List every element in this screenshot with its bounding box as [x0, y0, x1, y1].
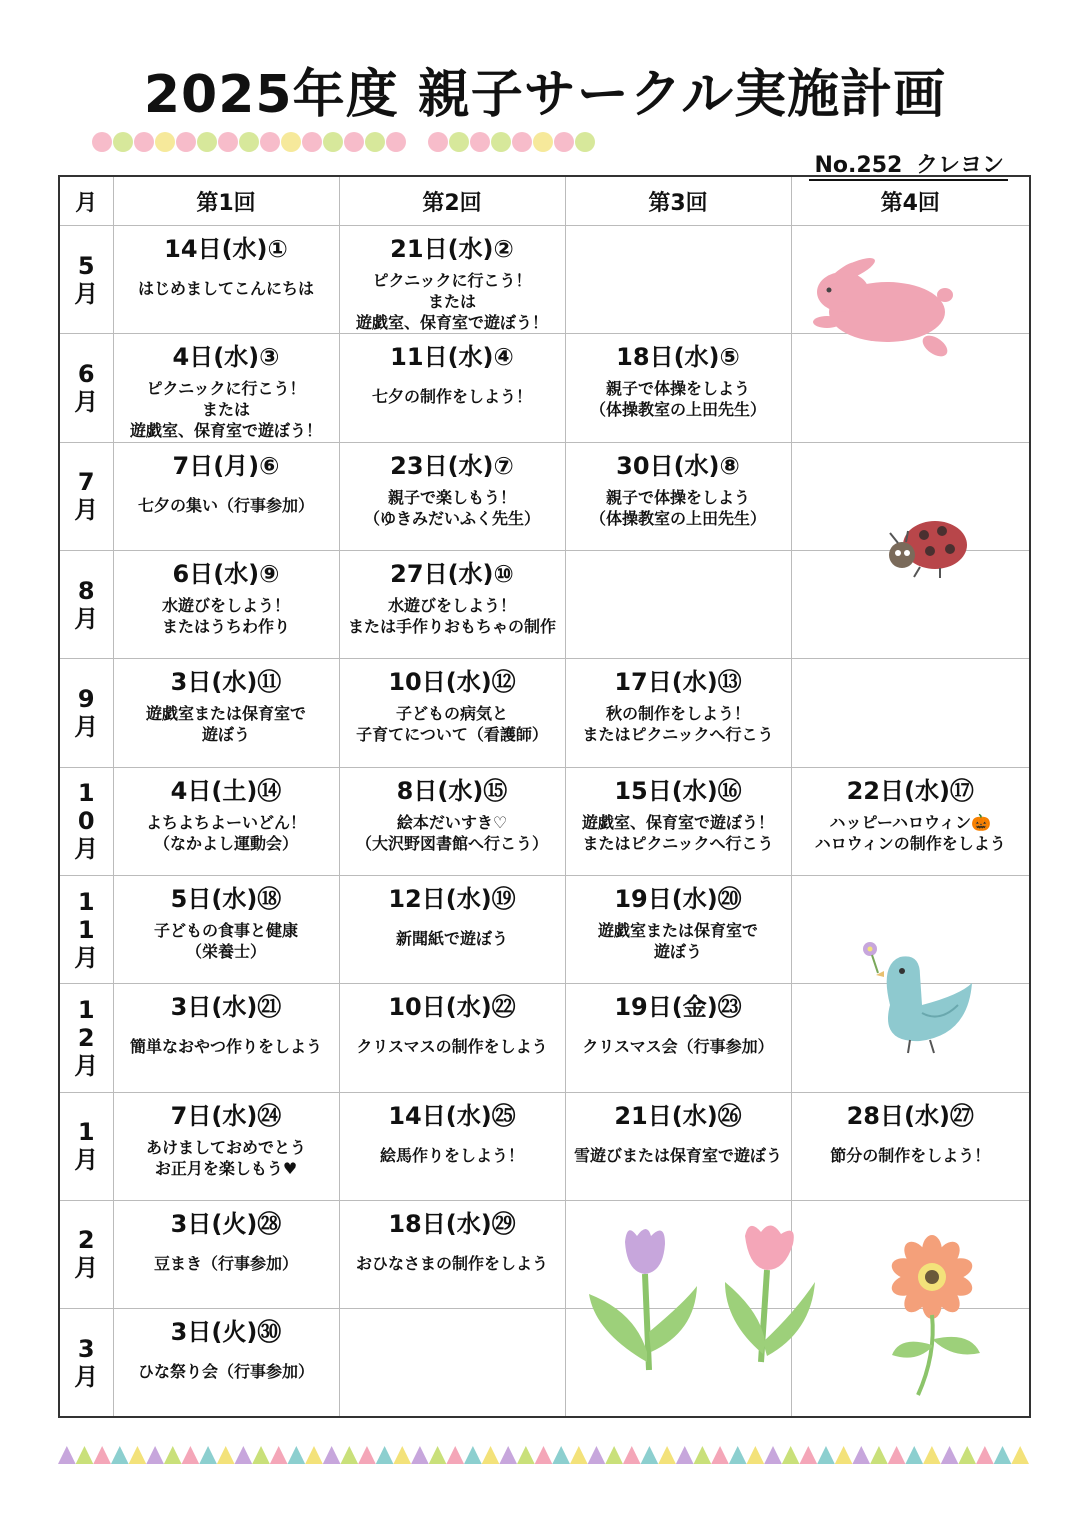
border-triangle	[888, 1446, 906, 1464]
month-cell	[59, 984, 113, 1092]
garland-dot	[155, 132, 175, 152]
border-triangle	[482, 1446, 500, 1464]
border-triangle	[552, 1446, 570, 1464]
month-cell	[59, 442, 113, 550]
border-triangle	[764, 1446, 782, 1464]
session-date: 10日(水)㉒	[388, 993, 516, 1022]
border-triangle	[517, 1446, 535, 1464]
session-cell	[791, 767, 1030, 875]
table-row	[59, 1092, 1030, 1200]
session-cell	[565, 442, 791, 550]
session-activity: 子どもの食事と健康 （栄養士）	[153, 920, 298, 961]
session-activity: ハッピーハロウィン🎃 ハロウィンの制作をしよう	[814, 812, 1006, 853]
garland-dot	[344, 132, 364, 152]
border-triangle	[923, 1446, 941, 1464]
session-cell	[339, 1200, 565, 1308]
month-label: 11月	[74, 887, 99, 972]
border-triangle	[852, 1446, 870, 1464]
session-cell	[339, 334, 565, 442]
border-triangle	[376, 1446, 394, 1464]
garland-dot	[197, 132, 217, 152]
dot-garland-decoration	[92, 128, 602, 156]
session-activity: 絵馬作りをしよう！	[379, 1145, 524, 1165]
session-activity: 水遊びをしよう！ または手作りおもちゃの制作	[347, 595, 556, 636]
session-date: 18日(水)㉙	[388, 1209, 516, 1238]
session-cell	[339, 1092, 565, 1200]
border-triangle	[446, 1446, 464, 1464]
border-triangle	[499, 1446, 517, 1464]
session-cell	[339, 767, 565, 875]
month-cell	[59, 875, 113, 983]
session-date: 8日(水)⑮	[396, 776, 508, 805]
border-triangle	[729, 1446, 747, 1464]
border-triangle	[217, 1446, 235, 1464]
border-triangle	[182, 1446, 200, 1464]
session-activity: 七夕の制作をしよう！	[371, 387, 532, 407]
month-label: 7月	[74, 468, 99, 525]
month-label: 10月	[74, 779, 99, 864]
garland-dot	[134, 132, 154, 152]
month-label: 2月	[74, 1226, 99, 1283]
border-triangle	[340, 1446, 358, 1464]
page-title: 2025年度 親子サークル実施計画	[143, 65, 947, 125]
flower-illustration	[880, 1235, 990, 1400]
session-cell	[565, 767, 791, 875]
session-date: 18日(水)⑤	[616, 343, 740, 372]
session-date: 28日(水)㉗	[846, 1101, 974, 1130]
session-cell	[339, 226, 565, 334]
session-date: 5日(水)⑱	[170, 884, 282, 913]
session-date: 19日(金)㉓	[614, 993, 742, 1022]
garland-dot	[533, 132, 553, 152]
border-triangle	[676, 1446, 694, 1464]
border-triangle	[1011, 1446, 1029, 1464]
month-cell	[59, 767, 113, 875]
month-label: 9月	[74, 684, 99, 741]
border-triangle	[747, 1446, 765, 1464]
session-date: 21日(水)㉖	[614, 1101, 742, 1130]
session-date: 6日(水)⑨	[172, 559, 280, 588]
session-date: 3日(火)㉘	[170, 1209, 282, 1238]
session-cell	[113, 1309, 339, 1417]
circle-number: No.252	[814, 153, 903, 178]
border-triangle	[817, 1446, 835, 1464]
session-cell	[565, 984, 791, 1092]
session-activity: ひな祭り会（行事参加）	[137, 1362, 314, 1382]
month-label: 5月	[74, 251, 99, 308]
border-triangle	[711, 1446, 729, 1464]
month-label: 12月	[74, 995, 99, 1080]
session-activity: よちよちよーいどん！ （なかよし運動会）	[145, 812, 306, 853]
garland-dot	[260, 132, 280, 152]
border-triangle	[252, 1446, 270, 1464]
session-cell	[565, 550, 791, 658]
session-cell	[565, 1092, 791, 1200]
garland-dot	[92, 132, 112, 152]
border-triangle	[464, 1446, 482, 1464]
session-date: 7日(水)㉔	[170, 1101, 282, 1130]
garland-dot	[239, 132, 259, 152]
session-activity: 親子で体操をしよう （体操教室の上田先生）	[589, 487, 766, 528]
header-month: 月	[59, 176, 113, 226]
border-triangle	[111, 1446, 129, 1464]
garland-dot	[428, 132, 448, 152]
session-activity: 子どもの病気と 子育てについて（看護師）	[356, 704, 548, 745]
session-cell	[339, 659, 565, 767]
circle-name: クレヨン	[915, 153, 1004, 178]
session-activity: 絵本だいすき♡ （大沢野図書館へ行こう）	[355, 812, 548, 853]
session-date: 12日(水)⑲	[388, 884, 516, 913]
session-cell	[113, 226, 339, 334]
tulips-illustration	[585, 1222, 835, 1372]
border-triangle	[164, 1446, 182, 1464]
session-activity: ピクニックに行こう！ または 遊戯室、保育室で遊ぼう！	[129, 379, 322, 441]
month-cell	[59, 659, 113, 767]
month-cell	[59, 226, 113, 334]
month-cell	[59, 1092, 113, 1200]
border-triangle	[623, 1446, 641, 1464]
session-date: 27日(水)⑩	[390, 559, 514, 588]
session-activity: 簡単なおやつ作りをしよう	[129, 1037, 322, 1057]
session-activity: 新聞紙で遊ぼう	[395, 928, 508, 948]
garland-dot	[512, 132, 532, 152]
border-triangle	[393, 1446, 411, 1464]
header-round-3: 第3回	[565, 176, 791, 226]
table-row	[59, 659, 1030, 767]
border-triangle	[835, 1446, 853, 1464]
session-cell	[339, 875, 565, 983]
session-date: 17日(水)⑬	[614, 668, 742, 697]
border-triangle	[870, 1446, 888, 1464]
session-cell	[113, 550, 339, 658]
border-triangle	[270, 1446, 288, 1464]
session-cell	[113, 442, 339, 550]
session-cell	[339, 984, 565, 1092]
session-date: 15日(水)⑯	[614, 776, 742, 805]
header-round-2: 第2回	[339, 176, 565, 226]
session-activity: 節分の制作をしよう！	[830, 1145, 991, 1165]
border-triangle	[994, 1446, 1012, 1464]
session-date: 3日(水)㉑	[170, 993, 282, 1022]
border-triangle	[235, 1446, 253, 1464]
garland-dot	[281, 132, 301, 152]
session-date: 23日(水)⑦	[390, 451, 514, 480]
border-triangle	[76, 1446, 94, 1464]
session-activity: 遊戯室または保育室で 遊ぼう	[145, 704, 306, 745]
session-date: 21日(水)②	[390, 235, 514, 263]
garland-dot	[491, 132, 511, 152]
session-cell	[113, 984, 339, 1092]
session-date: 7日(月)⑥	[172, 451, 280, 480]
garland-dot	[113, 132, 133, 152]
session-cell	[339, 550, 565, 658]
session-cell	[565, 659, 791, 767]
bird-illustration	[850, 935, 980, 1060]
session-date: 4日(水)③	[172, 343, 280, 372]
session-cell	[113, 767, 339, 875]
ladybug-illustration	[880, 515, 975, 580]
session-date: 3日(火)㉚	[170, 1318, 282, 1347]
session-activity: ピクニックに行こう！ または 遊戯室、保育室で遊ぼう！	[355, 271, 548, 332]
triangle-border-decoration	[58, 1444, 1029, 1464]
border-triangle	[958, 1446, 976, 1464]
session-cell	[565, 226, 791, 334]
border-triangle	[358, 1446, 376, 1464]
border-triangle	[429, 1446, 447, 1464]
session-cell	[791, 1092, 1030, 1200]
garland-dot	[323, 132, 343, 152]
session-activity: クリスマス会（行事参加）	[582, 1037, 774, 1057]
garland-dot	[218, 132, 238, 152]
garland-dot	[449, 132, 469, 152]
month-label: 1月	[74, 1118, 99, 1175]
border-triangle	[588, 1446, 606, 1464]
session-activity: あけましておめでとう お正月を楽しもう♥	[145, 1137, 306, 1178]
session-cell	[113, 875, 339, 983]
session-date: 4日(土)⑭	[170, 776, 282, 805]
month-label: 8月	[74, 576, 99, 633]
session-activity: おひなさまの制作をしよう	[355, 1253, 548, 1273]
garland-dot	[575, 132, 595, 152]
month-label: 6月	[74, 359, 99, 416]
border-triangle	[941, 1446, 959, 1464]
border-triangle	[641, 1446, 659, 1464]
border-triangle	[605, 1446, 623, 1464]
session-date: 14日(水)㉕	[388, 1101, 516, 1130]
border-triangle	[288, 1446, 306, 1464]
border-triangle	[905, 1446, 923, 1464]
month-cell	[59, 1200, 113, 1308]
border-triangle	[146, 1446, 164, 1464]
session-activity: はじめましてこんにちは	[137, 279, 314, 298]
border-triangle	[58, 1446, 76, 1464]
border-triangle	[799, 1446, 817, 1464]
border-triangle	[305, 1446, 323, 1464]
header-round-4: 第4回	[791, 176, 1030, 226]
session-cell	[339, 1309, 565, 1417]
session-date: 14日(水)①	[164, 235, 288, 263]
session-date: 22日(水)⑰	[846, 776, 974, 805]
border-triangle	[323, 1446, 341, 1464]
session-activity: 遊戯室、保育室で遊ぼう！ またはピクニックへ行こう	[581, 812, 774, 853]
border-triangle	[976, 1446, 994, 1464]
month-cell	[59, 334, 113, 442]
session-cell	[565, 334, 791, 442]
session-activity: 親子で楽しもう！ （ゆきみだいふく先生）	[363, 487, 540, 528]
month-cell	[59, 550, 113, 658]
session-date: 11日(水)④	[390, 343, 514, 372]
garland-dot	[554, 132, 574, 152]
session-activity: 豆まき（行事参加）	[153, 1253, 298, 1273]
session-date: 10日(水)⑫	[388, 668, 516, 697]
session-activity: クリスマスの制作をしよう	[356, 1037, 548, 1057]
session-activity: 七夕の集い（行事参加）	[137, 495, 314, 515]
session-activity: 雪遊びまたは保育室で遊ぼう	[573, 1145, 782, 1165]
garland-dot	[386, 132, 406, 152]
session-cell	[113, 1092, 339, 1200]
border-triangle	[694, 1446, 712, 1464]
session-activity: 遊戯室または保育室で 遊ぼう	[597, 920, 758, 961]
border-triangle	[129, 1446, 147, 1464]
session-cell	[113, 334, 339, 442]
header-row	[59, 176, 1030, 226]
border-triangle	[199, 1446, 217, 1464]
border-triangle	[782, 1446, 800, 1464]
session-cell	[113, 1200, 339, 1308]
session-cell	[565, 875, 791, 983]
border-triangle	[658, 1446, 676, 1464]
border-triangle	[570, 1446, 588, 1464]
session-cell	[339, 442, 565, 550]
session-date: 19日(水)⑳	[614, 884, 742, 913]
session-cell	[113, 659, 339, 767]
month-label: 3月	[74, 1334, 99, 1391]
session-activity: 親子で体操をしよう （体操教室の上田先生）	[589, 379, 766, 420]
garland-dot	[302, 132, 322, 152]
session-activity: 水遊びをしよう！ またはうちわ作り	[161, 595, 290, 636]
garland-dot	[176, 132, 196, 152]
border-triangle	[535, 1446, 553, 1464]
rabbit-illustration	[805, 250, 955, 365]
garland-dot	[365, 132, 385, 152]
month-cell	[59, 1309, 113, 1417]
border-triangle	[93, 1446, 111, 1464]
table-row	[59, 767, 1030, 875]
session-date: 3日(水)⑪	[170, 668, 282, 697]
border-triangle	[411, 1446, 429, 1464]
session-cell	[791, 659, 1030, 767]
session-date: 30日(水)⑧	[616, 451, 740, 480]
header-round-1: 第1回	[113, 176, 339, 226]
session-activity: 秋の制作をしよう！ またはピクニックへ行こう	[582, 704, 774, 745]
garland-dot	[470, 132, 490, 152]
